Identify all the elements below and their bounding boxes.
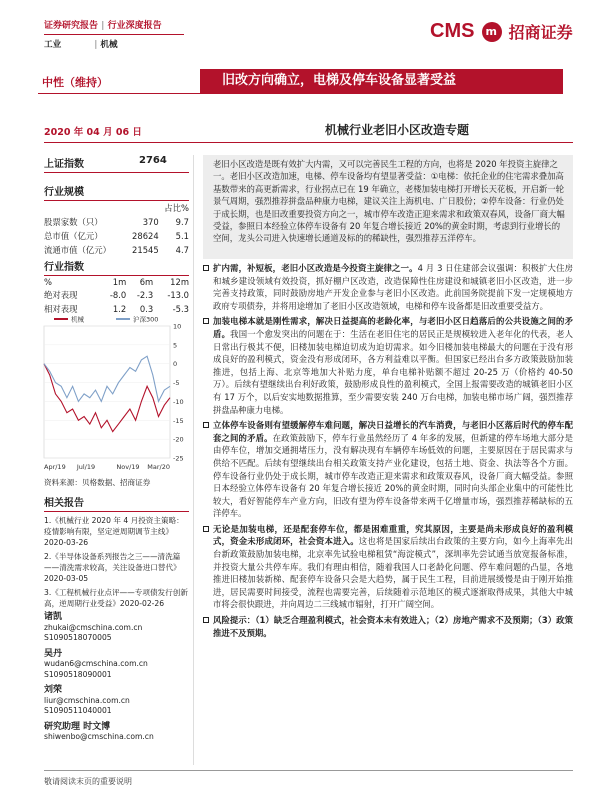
bullet-text: 在政策鼓励下，停车行业虽然经历了 4 年多的发展，但新建的停车场地大部分是由停车位，增加交通拥堵压力，没有解决现有车辆停车场低效的问题，主要原因在于居民需求与供给不匹配。后续有望继续出台相关政策支持产业化建设，包括土地、资金、执法等各个方面。停车设备行业仍处于成长期，城市停车改造正迎来需求和政策双春风，设备厂商大幅受益。参照日本经验立体停车设备有 20 年复合增长接近 20%的黄金时期，同时向头部企业集中的可能性比较大，看好智能停车产业方向，旧改有望为停车设备带来两千亿增量市场，强烈推荐稀缺标的五洋停车。: [213, 432, 573, 519]
scale-row-label: 流通市值（亿元）: [44, 245, 111, 255]
bullet-text: 这也将是国家后续出台政策的主要方向，如今上海率先出台新政策鼓励加装电梯，北京率先试验电梯租赁“海淀模式”，深圳率先尝试通当放宽报备标准，并投资大量公共停车库。我们有理由相信，随着我国人口老龄化问题、停车难问题的凸显，各地推进旧楼加装新梯、配套停车设备只会是大趋势，属于民生工程，目前进展缓慢是由于刚开始推进，居民需要时间接受，流程也需要完善，后续随着示范地区的模式逐渐取得成果，其他大中城市将会很快跟进，并向周边二三线城市辐射，打开广阔空间。: [213, 536, 573, 610]
footer-note: 敬请阅读末页的重要说明: [44, 777, 132, 786]
perf-value: -8.0: [109, 290, 127, 300]
index-chart: [42, 312, 192, 472]
bullet-lead: 扩内需，补短板，老旧小区改造是今投资主旋律之一。: [213, 263, 418, 273]
footer-divider: [44, 770, 573, 771]
perf-header: %: [44, 277, 52, 287]
y-tick-label: 10: [173, 322, 182, 331]
bullet-text: （1）缺乏合理盈利模式，社会资本未有效进入；（2）房地产需求不及预期；（3）政策推进不及预期。: [213, 615, 573, 638]
y-tick-label: -25: [173, 454, 184, 463]
rating: 中性（维持）: [42, 76, 108, 89]
table-row: [44, 243, 189, 257]
bullet-paragraph: [203, 262, 573, 312]
index-label: 上证指数: [44, 159, 84, 170]
subsector-label: 机械: [100, 40, 118, 50]
performance-title: 行业指数: [44, 258, 189, 276]
analyst-id: S1090518090001: [44, 669, 112, 679]
bullet-paragraph: [203, 523, 573, 611]
subtitle-divider: [44, 142, 573, 143]
perf-value: -5.3: [172, 304, 189, 314]
bullet-lead: 加装电梯本就是刚性需求，解决日益提高的老龄化率，与老旧小区日趋落后的公共设施之间的矛盾。: [213, 316, 573, 339]
assistant-name: 时文博: [83, 721, 111, 732]
y-tick-label: -15: [173, 416, 184, 425]
scale-table: [44, 201, 189, 257]
logo-cms-text: CMS: [430, 20, 475, 42]
rating-bar: [38, 69, 563, 93]
related-title: 相关报告: [44, 494, 189, 512]
assistant-card: [44, 722, 189, 743]
analyst-email[interactable]: zhukai@cmschina.com.cn: [44, 622, 143, 632]
analyst-card: [44, 612, 189, 644]
perf-value: -13.0: [167, 290, 189, 300]
y-tick-label: -5: [173, 379, 180, 388]
scale-row-pct: 4.7: [175, 245, 189, 255]
scale-title: 行业规模: [44, 183, 189, 201]
legend-label: 沪深300: [133, 315, 159, 324]
analysts-section: [44, 612, 189, 743]
scale-row-value: 21545: [132, 245, 159, 255]
report-date: 2020 年 04 月 06 日: [44, 127, 142, 138]
x-tick-label: Jul/19: [76, 463, 96, 471]
legend-label: 机械: [71, 315, 84, 324]
x-tick-label: Mar/20: [147, 463, 170, 471]
scale-row-value: 370: [142, 217, 159, 227]
logo-emblem-icon: m: [482, 22, 502, 42]
perf-row-label: 绝对表现: [44, 290, 78, 300]
cms-logo: [430, 20, 573, 50]
sector-line: 工业 | 机械: [44, 40, 118, 50]
bullet-lead: 立体停车设备则有望缓解停车难问题，解决日益增长的汽车消费，与老旧小区落后时代的停车配套之间的矛盾。: [213, 420, 573, 443]
x-tick-label: Nov/19: [116, 463, 140, 471]
body-text: [203, 262, 573, 642]
perf-value: -2.3: [136, 290, 154, 300]
bullet-paragraph: [203, 315, 573, 416]
scale-row-label: 总市值（亿元）: [44, 231, 103, 241]
table-row: [44, 288, 189, 302]
headline-underline: [38, 93, 563, 94]
headline: 旧改方向确立，电梯及停车设备显著受益: [200, 69, 563, 93]
report-subtitle: 机械行业老旧小区改造专题: [325, 123, 470, 137]
header-divider: [44, 34, 184, 35]
analyst-name: 刘荣: [44, 685, 63, 695]
report-kind-label: 行业深度报告: [107, 21, 162, 31]
report-type: 证券研究报告 | 行业深度报告: [44, 21, 162, 31]
x-tick-label: Apr/19: [44, 463, 66, 471]
perf-value: 0.3: [139, 304, 154, 314]
analyst-card: [44, 649, 189, 681]
perf-header: 12m: [170, 277, 189, 287]
bullet-paragraph: [203, 419, 573, 520]
series-line: [44, 364, 170, 432]
column-divider: [193, 155, 194, 765]
perf-value: 1.2: [112, 304, 127, 314]
analyst-email[interactable]: liur@cmschina.com.cn: [44, 695, 130, 705]
summary-box: 老旧小区改造是既有效扩大内需，又可以完善民生工程的方向，也将是 2020 年投资主旋律之一。老旧小区改造加速，电梯、停车设备均有望显著受益：①电梯：依托企业的住宅需求叠加高基数带来的高更新需求，行业拐点已在 19 年确立，老楼加装电梯打开增长天花板，开启新一轮景气周期，强烈推荐拼盘品种康力电梯，建议关注上海机电、广日股份；②停车设备：行业仍处于成长期，也是旧改重要投资方向之一，城市停车改造正迎来需求和政策双春风，设备厂商大幅受益，参照日本经验立体停车设备有 20 年复合增长接近 20%的黄金时期，考虑到行业增长的空间，龙头公司进入快速增长通道及标的的稀缺性，强烈推荐五洋停车。: [203, 155, 573, 259]
plot-frame: [44, 326, 170, 458]
analyst-name: 吴丹: [44, 648, 63, 659]
related-item[interactable]: 3.《工程机械行业点评——专项债发行创新高，逆周期行业受益》2020-02-26: [44, 588, 188, 608]
index-section: [44, 155, 189, 173]
y-tick-label: -20: [173, 435, 184, 444]
bullet-lead: 无论是加装电梯，还是配套停车位，都是困难重重，究其原因，主要是尚未形成良好的盈利模式，资金未形成闭环，社会资本进入。: [213, 523, 573, 547]
analyst-email[interactable]: wudan6@cmschina.com.cn: [44, 659, 148, 668]
perf-header: 6m: [139, 277, 154, 287]
y-tick-label: -10: [173, 397, 184, 406]
y-tick-label: 0: [173, 360, 178, 369]
report-type-label: 证券研究报告: [44, 21, 99, 31]
index-value: 2764: [139, 155, 167, 166]
sector-label: 工业: [44, 40, 62, 50]
perf-header: 1m: [112, 277, 127, 287]
analyst-name: 诸凯: [44, 612, 63, 622]
chart-source: 资料来源：贝格数据、招商证券: [44, 478, 151, 487]
table-row: [44, 229, 189, 243]
analyst-id: S1090518070005: [44, 633, 112, 642]
assistant-email[interactable]: shiwenbo@cmschina.com.cn: [44, 732, 154, 741]
performance-table: [44, 276, 189, 316]
scale-row-value: 28624: [132, 231, 159, 241]
scale-row-pct: 5.1: [175, 231, 189, 241]
bullet-lead: 风险提示：: [213, 615, 256, 626]
bullet-paragraph: [203, 614, 573, 639]
related-item[interactable]: 2.《半导体设备系列报告之三——清洗篇——清洗需求较高，关注设备进口替代》2020-03-05: [44, 552, 181, 583]
analyst-card: [44, 685, 189, 717]
bullet-text: 4 月 3 日住建部会议强调：积极扩大住房和城乡建设领域有效投资，抓好棚户区改造，改造保障性住房建设和城镇老旧小区改造，进一步完善支持政策，同时鼓励房地产开发企业参与老旧小区改造。此前国务院提前下发一定规模地方政府专项债券，并将用途增加了老旧小区改造领域，电梯和停车设备都是旧改重要受益方。: [213, 263, 573, 311]
scale-section: [44, 183, 189, 257]
related-item[interactable]: 1.《机械行业 2020 年 4 月投资主策略：疫情影响有限，坚定逆周期调节主线》2020-03-26: [44, 516, 184, 547]
scale-row-pct: 9.7: [175, 217, 189, 227]
scale-row-label: 股票家数（只）: [44, 217, 103, 227]
perf-row-label: 相对表现: [44, 304, 78, 314]
bullet-text: 我国一个愈发突出的问题在于：生活在老旧住宅的居民正是规模较进入老年化的代表，老人日常出行极其不便，旧楼加装电梯迫切成为迫切需求。如今旧楼加装电梯最大的问题在于没有形成良好的盈利模式，资金没有形成闭环，各方利益难以平衡。但国家已经出台多方政策鼓励加装推进，包括上海、北京等地加大补贴力度，单台电梯补贴额不超过 20-25 万（价格约 40-50 万）。后续有望继续出台利好政策，鼓励形成良性的盈利模式，全国上报需要改造的城镇老旧小区有 17 万个，以后安实地数据推算，至少需要安装 240 万台电梯，加装电梯市场广阔，强烈推荐拼盘品种康力电梯。: [213, 328, 574, 415]
y-tick-label: 5: [173, 341, 178, 350]
table-row: [44, 215, 189, 229]
performance-section: [44, 258, 189, 316]
assistant-label: 研究助理: [44, 721, 81, 732]
scale-col-header: 占比%: [164, 203, 189, 213]
logo-cn-text: 招商证券: [508, 23, 573, 42]
analyst-id: S1090511040001: [44, 706, 112, 715]
related-section: [44, 494, 189, 609]
